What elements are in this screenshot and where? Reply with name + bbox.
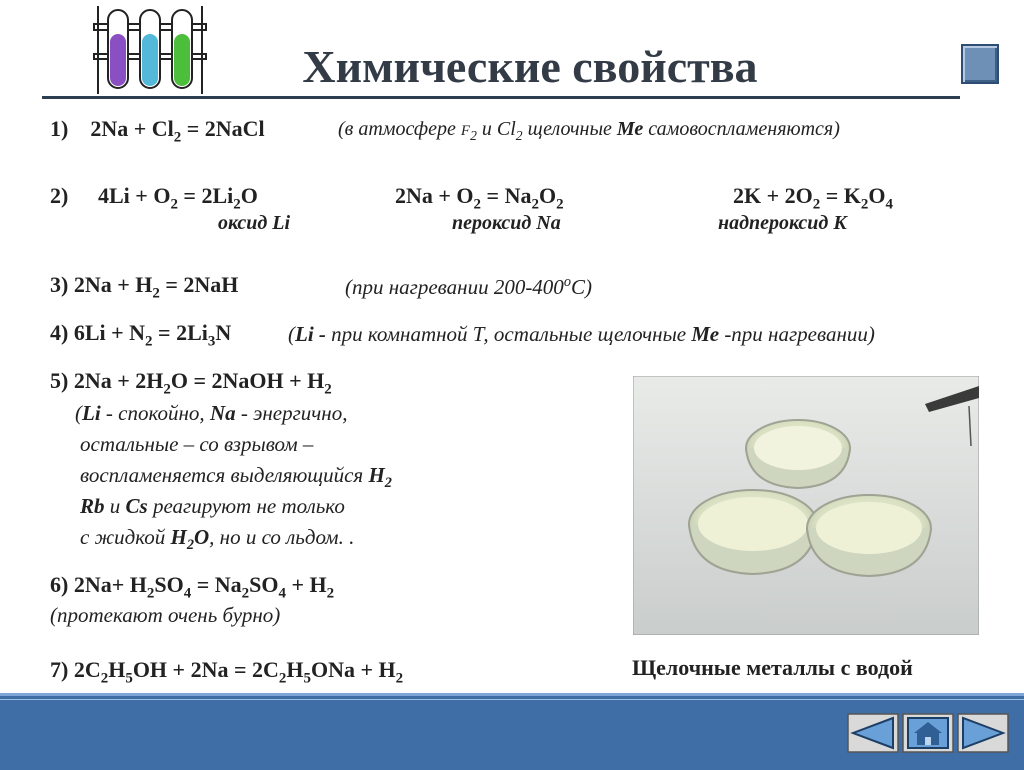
arrow-left-icon[interactable]: [847, 713, 899, 753]
slide-corner-button[interactable]: [961, 44, 999, 84]
test-tubes-image: [90, 4, 210, 96]
reaction-5-note-3: воспламеняется выделяющийся $H_2$: [80, 463, 392, 492]
title-divider: [42, 96, 960, 99]
reaction-5: 5) $2Na + 2H_2O$ = 2NaOH + $H_2$: [50, 368, 332, 398]
photo-caption: Щелочные металлы с водой: [632, 655, 913, 680]
reaction-2-na: $2Na + O_2 = Na_2O_2$: [395, 183, 564, 213]
arrow-right-icon[interactable]: [957, 713, 1009, 753]
label-peroxide: пероксид Na: [452, 212, 561, 234]
reaction-6: 6) $2Na+ H_2SO_4 = Na_2SO_4 + H_2$: [50, 572, 335, 602]
reaction-2-k: $2K + 2O_2 = K_2O_4$: [733, 183, 893, 213]
reaction-5-note-1: (Li - спокойно, Na - энергично,: [75, 401, 348, 425]
alkali-metals-water-photo: [633, 376, 979, 635]
label-superoxide: надпероксид K: [718, 212, 847, 234]
reaction-4-note: (Li - при комнатной Т, остальные щелочные Ме -при нагревании): [288, 322, 875, 346]
footer-divider: [0, 699, 1024, 700]
reaction-2-number: 2): [50, 183, 69, 208]
reaction-6-note: (протекают очень бурно): [50, 603, 281, 627]
reaction-3: 3) $2Na + H_2 = 2NaH$: [50, 272, 239, 302]
reaction-5-note-4: Rb и Cs реагируют не только: [80, 494, 345, 518]
reaction-5-note-2: остальные – со взрывом –: [80, 432, 314, 456]
reaction-2-li: $4Li + O_2 = 2Li_2O$: [98, 183, 258, 213]
page-title: Химические свойства: [302, 41, 758, 92]
label-oxide: оксид Li: [218, 212, 291, 234]
home-icon[interactable]: [902, 713, 954, 753]
reaction-5-note-5: с жидкой $H_2O$, но и со льдом. .: [80, 525, 355, 554]
reaction-7: 7) $2C_2H_5OH + 2Na = 2C_2H_5ONa + H_2$: [50, 657, 404, 687]
reaction-1-note: (в атмосфере $F_2$ и $Cl_2$ щелочные Ме самовоспламеняются): [338, 118, 840, 143]
reaction-4: 4) $6Li + N_2 = 2Li_3N$: [50, 320, 232, 350]
reaction-1: 1) $2Na + Cl_2$ = 2NaCl: [50, 116, 265, 146]
reaction-3-note: (при нагревании 200-400$^o$C): [345, 274, 592, 299]
